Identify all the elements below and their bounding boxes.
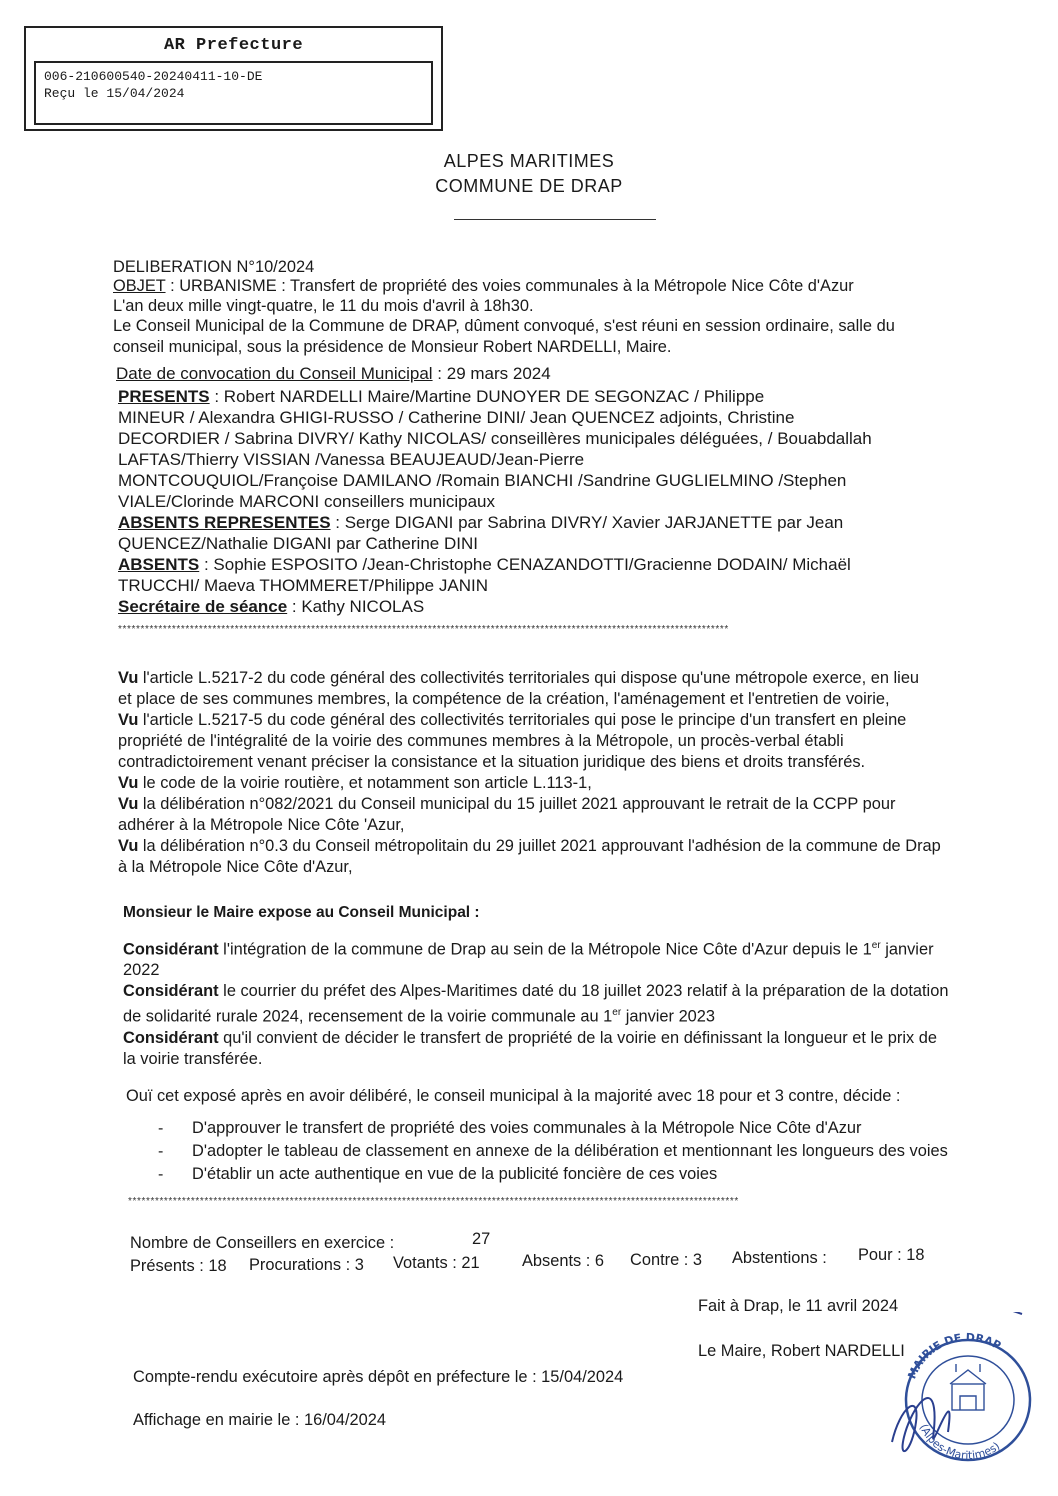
header-commune: COMMUNE DE DRAP — [435, 176, 623, 196]
vu-line-2: et place de ses communes membres, la compétence de la création, l'aménagement et l'entretien de voirie, — [118, 690, 890, 708]
abstentions-label: Abstentions : — [732, 1249, 827, 1267]
absents-count-label: Absents : — [522, 1252, 591, 1270]
pour-value: 18 — [906, 1246, 925, 1264]
votants-label: Votants : — [393, 1254, 457, 1272]
represented-line-2: QUENCEZ/Nathalie DIGANI par Catherine DINI — [118, 534, 478, 553]
presents-line-6: VIALE/Clorinde MARCONI conseillers municipaux — [118, 492, 495, 511]
considerant-2c: janvier 2023 — [621, 1007, 716, 1026]
considerant-2b: de solidarité rurale 2024, recensement de la voirie communale au 1 — [123, 1007, 613, 1026]
vu-line-1: l'article L.5217-2 du code général des collectivités territoriales qui dispose qu'une métropole exerce, en lieu — [138, 669, 920, 687]
vu-word-2: Vu — [118, 711, 139, 729]
decision-line: Ouï cet exposé après en avoir délibéré, le conseil municipal à la majorité avec 18 pour et 3 contre, décide : — [126, 1087, 901, 1105]
dash-3: - — [158, 1166, 164, 1183]
signature-mark-icon — [1010, 1312, 1022, 1314]
contre-count — [630, 1250, 702, 1270]
vu-line-4: propriété de l'intégralité de la voirie des communes membres à la Métropole, un procès-verbal établi — [118, 732, 844, 750]
secretary-name: : Kathy NICOLAS — [287, 597, 425, 616]
considerant-2a: le courrier du préfet des Alpes-Maritimes daté du 18 juillet 2023 relatif à la préparation de la dotation — [218, 982, 949, 1001]
stamp-details — [34, 61, 433, 125]
considerant-3a: qu'il convient de décider le transfert de propriété de la voirie en définissant la longueur et le prix de — [218, 1028, 937, 1047]
absents-label: ABSENTS — [118, 555, 200, 574]
stamp-received-date: Reçu le 15/04/2024 — [44, 86, 185, 101]
decision-item-2 — [158, 1140, 948, 1163]
vu-line-5: contradictoirement venant préciser la consistance et la situation juridique des biens et droits transférés. — [118, 753, 866, 771]
absents-line-1: : Sophie ESPOSITO /Jean-Christophe CENAZANDOTTI/Gracienne DODAIN/ Michaël — [199, 555, 851, 574]
procurations-label: Procurations : — [249, 1256, 351, 1274]
expose-heading: Monsieur le Maire expose au Conseil Municipal : — [123, 904, 480, 921]
intro-line-3: conseil municipal, sous la présidence de Monsieur Robert NARDELLI, Maire. — [113, 338, 672, 356]
objet-line — [113, 276, 854, 296]
decision-item-3-text: D'établir un acte authentique en vue de la publicité foncière de ces voies — [192, 1165, 718, 1183]
presents-label: PRESENTS — [118, 387, 210, 406]
affichage-line: Affichage en mairie le : 16/04/2024 — [133, 1411, 387, 1429]
compte-rendu-line: Compte-rendu exécutoire après dépôt en préfecture le : 15/04/2024 — [133, 1368, 624, 1386]
presents-line-5: MONTCOUQUIOL/Françoise DAMILANO /Romain BIANCHI /Sandrine GUGLIELMINO /Stephen — [118, 471, 847, 490]
convocation-label: Date de convocation du Conseil Municipal — [116, 364, 433, 383]
decision-item-2-text: D'adopter le tableau de classement en annexe de la délibération et mentionnant les longueurs des voies — [192, 1142, 948, 1160]
dash-1: - — [158, 1120, 164, 1137]
contre-label: Contre : — [630, 1251, 689, 1269]
separator-bottom: **************************************************************************************************************************************** — [128, 1196, 739, 1207]
convocation-date: : 29 mars 2024 — [432, 364, 551, 383]
vu-word-1: Vu — [118, 669, 139, 687]
dash-2: - — [158, 1143, 164, 1160]
procurations-value: 3 — [354, 1256, 364, 1274]
separator-top: **************************************************************************************************************************************** — [118, 624, 729, 635]
considerant-1a: l'intégration de la commune de Drap au sein de la Métropole Nice Côte d'Azur depuis le 1 — [218, 940, 872, 959]
considerant-word-1: Considérant — [123, 940, 219, 959]
secretary-label: Secrétaire de séance — [118, 597, 288, 616]
convocation-line — [116, 364, 551, 384]
votants-value: 21 — [461, 1254, 480, 1272]
absents-count-value: 6 — [594, 1252, 605, 1270]
vu-line-8: adhérer à la Métropole Nice Côte 'Azur, — [118, 816, 405, 834]
votants-count — [393, 1253, 480, 1273]
considerant-section — [123, 935, 948, 1070]
considerant-word-2: Considérant — [123, 982, 219, 1001]
stamp-title: AR Prefecture — [163, 36, 304, 55]
presents-block — [118, 386, 872, 617]
seal-emblem-icon — [950, 1364, 986, 1410]
decision-list — [158, 1117, 948, 1186]
pour-label: Pour : — [858, 1246, 902, 1264]
vu-word-4: Vu — [118, 795, 139, 813]
vu-word-5: Vu — [118, 837, 139, 855]
presents-count-value: 18 — [208, 1257, 227, 1275]
contre-value: 3 — [692, 1251, 702, 1269]
objet-label: OBJET — [113, 277, 166, 295]
absents-line-2: TRUCCHI/ Maeva THOMMERET/Philippe JANIN — [118, 576, 488, 595]
deliberation-number: DELIBERATION N°10/2024 — [113, 258, 315, 276]
considerant-1c: 2022 — [123, 961, 160, 980]
vu-section — [118, 668, 941, 878]
procurations-count — [249, 1255, 364, 1275]
vu-line-10: à la Métropole Nice Côte d'Azur, — [118, 858, 353, 876]
pour-count — [858, 1245, 925, 1265]
vu-line-3: l'article L.5217-5 du code général des collectivités territoriales qui pose le principe d'un transfert en pleine — [138, 711, 907, 729]
presents-line-2: MINEUR / Alexandra GHIGI-RUSSO / Catherine DINI/ Jean QUENCEZ adjoints, Christine — [118, 408, 795, 427]
considerant-2-sup: er — [612, 1007, 622, 1019]
presents-line-1: : Robert NARDELLI Maire/Martine DUNOYER DE SEGONZAC / Philippe — [209, 387, 765, 406]
presents-line-3: DECORDIER / Sabrina DIVRY/ Kathy NICOLAS/ conseillères municipales déléguées, / Bouabdallah — [118, 429, 872, 448]
considerant-1-sup: er — [871, 940, 881, 951]
stamp-reference: 006-210600540-20240411-10-DE — [44, 69, 263, 84]
decision-item-3 — [158, 1163, 948, 1186]
considerant-word-3: Considérant — [123, 1028, 219, 1047]
represented-line-1: : Serge DIGANI par Sabrina DIVRY/ Xavier JARJANETTE par Jean — [330, 513, 844, 532]
vu-line-9: la délibération n°0.3 du Conseil métropolitain du 29 juillet 2021 approuvant l'adhésion de la commune de Drap — [138, 837, 941, 855]
exercice-value: 27 — [472, 1230, 491, 1248]
maire-signature-label: Le Maire, Robert NARDELLI — [698, 1342, 905, 1360]
exercice-label: Nombre de Conseillers en exercice : — [130, 1234, 395, 1252]
intro-line-1: L'an deux mille vingt-quatre, le 11 du mois d'avril à 18h30. — [113, 297, 534, 315]
prefecture-stamp — [24, 26, 443, 131]
presents-count-label: Présents : — [130, 1257, 204, 1275]
absents-count — [522, 1251, 604, 1271]
vu-line-7: la délibération n°082/2021 du Conseil municipal du 15 juillet 2021 approuvant le retrait de la CCPP pour — [138, 795, 896, 813]
vu-word-3: Vu — [118, 774, 139, 792]
considerant-3b: la voirie transférée. — [123, 1049, 263, 1068]
objet-text: : URBANISME : Transfert de propriété des voies communales à la Métropole Nice Côte d'Azur — [165, 277, 854, 295]
intro-line-2: Le Conseil Municipal de la Commune de DRAP, dûment convoqué, s'est réuni en session ordinaire, salle du — [113, 317, 895, 335]
header-divider — [454, 219, 656, 220]
mairie-seal — [890, 1312, 1040, 1472]
seal-top-text: MAIRIE DE DRAP — [905, 1330, 1004, 1381]
seal-bottom-text: (Alpes-Maritimes) — [916, 1422, 1003, 1463]
considerant-1b: janvier — [880, 940, 934, 959]
vu-line-6: le code de la voirie routière, et notamment son article L.113-1, — [138, 774, 592, 792]
represented-label: ABSENTS REPRESENTES — [118, 513, 331, 532]
presents-line-4: LAFTAS/Thierry VISSIAN /Vanessa BEAUJEAUD/Jean-Pierre — [118, 450, 585, 469]
header-region: ALPES MARITIMES — [443, 151, 615, 171]
decision-item-1-text: D'approuver le transfert de propriété des voies communales à la Métropole Nice Côte d'Azur — [192, 1119, 862, 1137]
fait-a-drap: Fait à Drap, le 11 avril 2024 — [698, 1297, 899, 1315]
decision-item-1 — [158, 1117, 948, 1140]
presents-count — [130, 1256, 227, 1276]
